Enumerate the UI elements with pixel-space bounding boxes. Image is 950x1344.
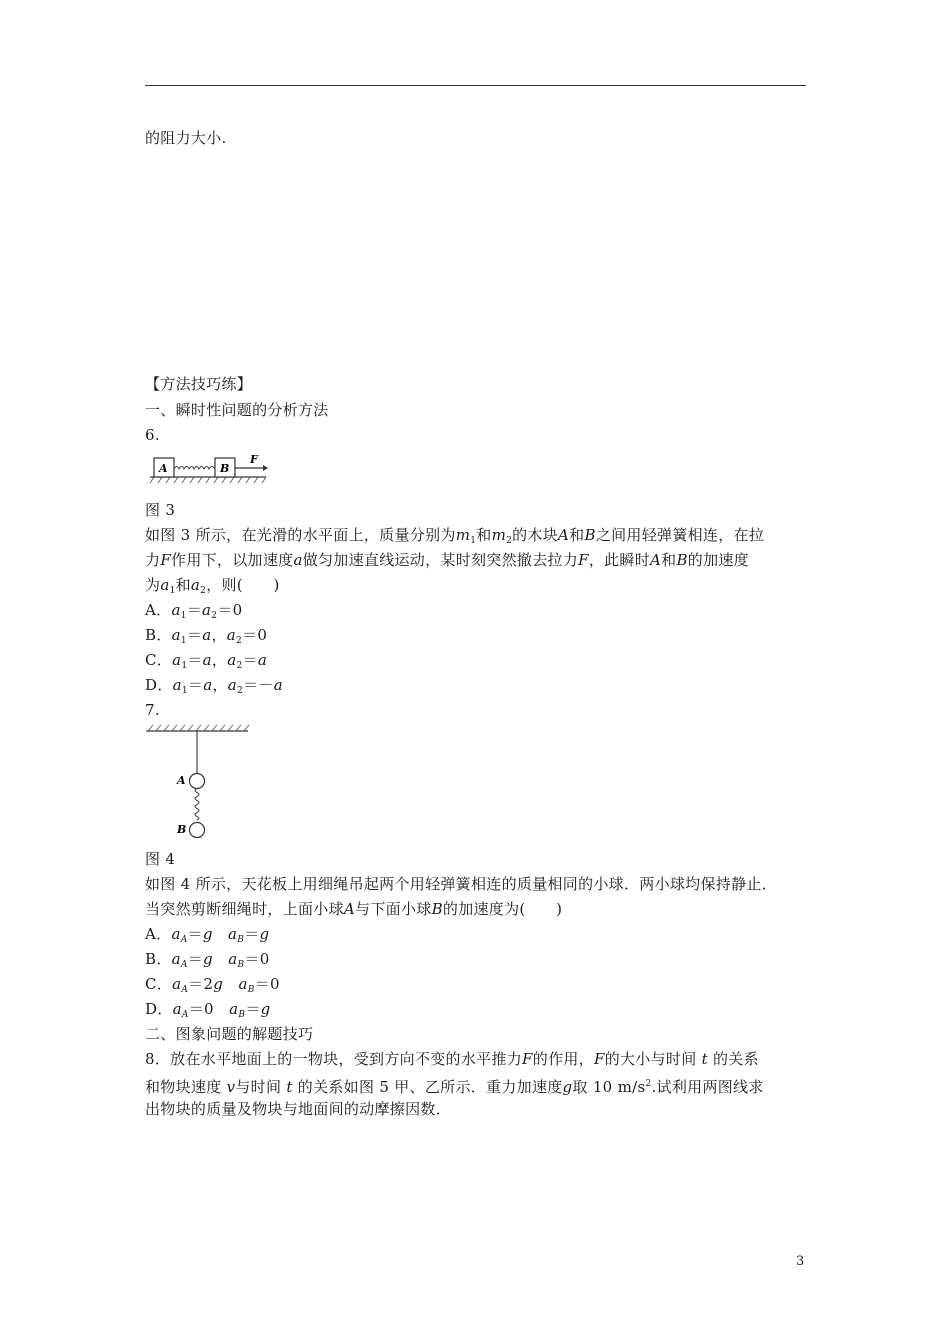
q8-line2: 和物块速度 v与时间 t 的关系如图 5 甲、乙所示．重力加速度g取 10 $m/s^2$.试利用两图线求 [145,1078,764,1096]
figure-4-caption: 图 4 [145,850,176,868]
ball-a [190,774,205,789]
spring [195,789,199,821]
block-b-label: B [220,462,230,475]
q7-stem-line1: 如图 4 所示，天花板上用细绳吊起两个用轻弹簧相连的质量相同的小球．两小球均保持静止． [145,875,777,893]
q6-number: 6. [145,426,160,444]
q6-option-a: A．$a_1=a_2=0$ [145,601,243,621]
q7-option-a: A．$a_A=g$ $a_B=g$ [145,925,270,945]
header-rule [145,85,806,86]
section-title: 【方法技巧练】 [145,375,253,393]
q6-stem-line1: 如图 3 所示，在光滑的水平面上，质量分别为$m_1$和$m_2$的木块A和B之间用轻弹簧相连，在拉 [145,526,765,546]
spring [174,467,215,470]
figure-3-caption: 图 3 [145,501,176,519]
q7-number: 7. [145,701,160,719]
figure-3-blocks-spring [150,450,270,484]
q7-option-b: B．$a_A=g$ $a_B=0$ [145,950,270,970]
q7-stem-line2: 当突然剪断细绳时，上面小球A与下面小球B的加速度为( ) [145,900,563,918]
q6-option-d: D．$a_1=a$，$a_2=-a$ [145,676,283,696]
q6-stem-line2: 力F作用下，以加速度a做匀加速直线运动，某时刻突然撤去拉力F，此瞬时A和B的加速度 [145,551,749,569]
q6-option-c: C．$a_1=a$，$a_2=a$ [145,651,268,671]
ball-a-label: A [177,774,186,787]
ball-b [190,823,205,838]
q8-line3: 出物块的质量及物块与地面间的动摩擦因数． [145,1100,452,1118]
ball-b-label: B [177,823,187,836]
page-number: 3 [796,1254,805,1269]
force-label: F [250,453,258,466]
q6-option-b: B．$a_1=a$，$a_2=0$ [145,626,268,646]
q6-stem-line3: 为$a_1$和$a_2$，则( ) [145,576,280,596]
q7-option-d: D．$a_A=0$ $a_B=g$ [145,1000,271,1020]
block-a-label: A [159,462,168,475]
figure-4-hanging-balls [146,724,250,842]
q8-line1: 8．放在水平地面上的一物块，受到方向不变的水平推力F的作用，F的大小与时间 t 的关系 [145,1050,759,1068]
part1-heading: 一、瞬时性问题的分析方法 [145,401,329,419]
q7-option-c: C．$a_A=2g$ $a_B=0$ [145,975,280,995]
continued-text: 的阻力大小. [145,129,227,147]
part2-heading: 二、图象问题的解题技巧 [145,1025,314,1043]
